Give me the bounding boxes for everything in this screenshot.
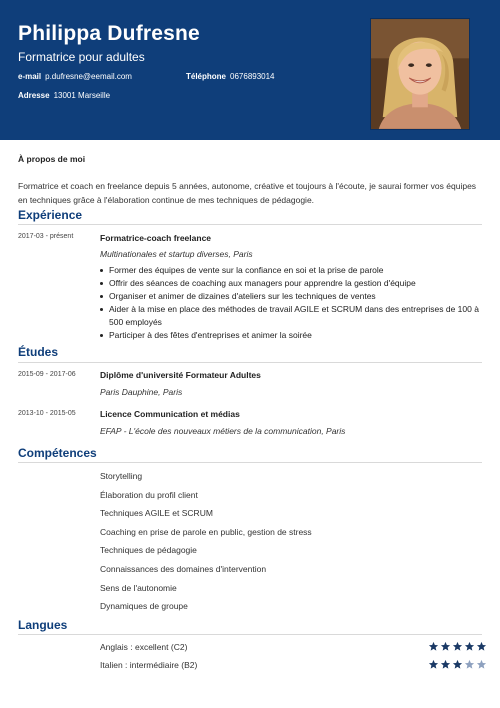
skill-item: Élaboration du profil client [100, 490, 198, 500]
skill-item: Connaissances des domaines d'intervention [100, 564, 267, 574]
list-item: Offrir des séances de coaching aux managers pour apprendre la gestion d'équipe [100, 277, 486, 290]
contact-address-value: 13001 Marseille [53, 91, 111, 100]
education-title: Études [18, 345, 59, 359]
skill-item: Dynamiques de groupe [100, 601, 188, 611]
list-item: Participer à des fêtes d'entreprises et animer la soirée [100, 329, 486, 342]
experience-company: Multinationales et startup diverses, Paris [100, 249, 253, 259]
contact-phone [186, 72, 275, 81]
education-date-2: 2013-10 - 2015-05 [18, 410, 76, 417]
list-item: Aider à la mise en place des méthodes de travail AGILE et SCRUM dans des entreprises de 100 à 500 employés [100, 303, 486, 329]
contact-phone-label: Téléphone [186, 72, 227, 81]
candidate-subtitle: Formatrice pour adultes [18, 50, 145, 64]
language-italian: Italien : intermédiaire (B2) [100, 660, 198, 670]
list-item: Organiser et animer de dizaines d'ateliers sur les techniques de ventes [100, 290, 486, 303]
star-empty-icon [464, 659, 475, 670]
candidate-name: Philippa Dufresne [18, 22, 200, 45]
star-filled-icon [464, 641, 475, 652]
education-degree-2: Licence Communication et médias [100, 409, 240, 419]
skill-item: Techniques AGILE et SCRUM [100, 508, 213, 518]
contact-phone-value[interactable]: 0676893014 [230, 72, 275, 81]
education-divider [18, 362, 482, 363]
language-english-rating [428, 641, 487, 652]
contact-address [18, 91, 110, 100]
languages-title: Langues [18, 618, 68, 632]
star-filled-icon [452, 641, 463, 652]
skills-title: Compétences [18, 446, 97, 460]
experience-job-title: Formatrice-coach freelance [100, 233, 212, 243]
experience-date: 2017-03 - présent [18, 233, 74, 240]
profile-photo-illustration [371, 19, 469, 129]
list-item: Former des équipes de vente sur la confiance en soi et la prise de parole [100, 264, 486, 277]
star-filled-icon [452, 659, 463, 670]
education-date-1: 2015-09 - 2017-06 [18, 371, 76, 378]
profile-photo [370, 18, 470, 130]
about-text: Formatrice et coach en freelance depuis 5 années, autonome, créative et toujours à l'écoute, je saurai former vos équipes en techniques grâce à l'élaboration continue de mes techniques de pédagogie. [18, 181, 477, 205]
experience-divider [18, 224, 482, 225]
skill-item: Coaching en prise de parole en public, gestion de stress [100, 527, 312, 537]
language-italian-rating [428, 659, 487, 670]
contact-email [18, 72, 132, 81]
experience-bullet-list [100, 264, 486, 342]
star-filled-icon [476, 641, 487, 652]
resume-header [0, 0, 500, 140]
education-school-1: Paris Dauphine, Paris [100, 387, 183, 397]
skill-item: Storytelling [100, 471, 143, 481]
skill-item: Sens de l'autonomie [100, 583, 177, 593]
contact-email-label: e-mail [18, 72, 42, 81]
star-filled-icon [428, 641, 439, 652]
star-filled-icon [428, 659, 439, 670]
contact-address-label: Adresse [18, 91, 50, 100]
star-filled-icon [440, 659, 451, 670]
skills-divider [18, 462, 482, 463]
language-english: Anglais : excellent (C2) [100, 642, 188, 652]
contact-email-value[interactable]: p.dufresne@eemail.com [45, 72, 132, 81]
education-school-2: EFAP - L'école des nouveaux métiers de la communication, Paris [100, 426, 346, 436]
education-degree-1: Diplôme d'université Formateur Adultes [100, 370, 261, 380]
star-empty-icon [476, 659, 487, 670]
star-filled-icon [440, 641, 451, 652]
skill-item: Techniques de pédagogie [100, 545, 197, 555]
about-title: À propos de moi [18, 154, 86, 164]
languages-divider [18, 634, 482, 635]
experience-title: Expérience [18, 208, 83, 222]
